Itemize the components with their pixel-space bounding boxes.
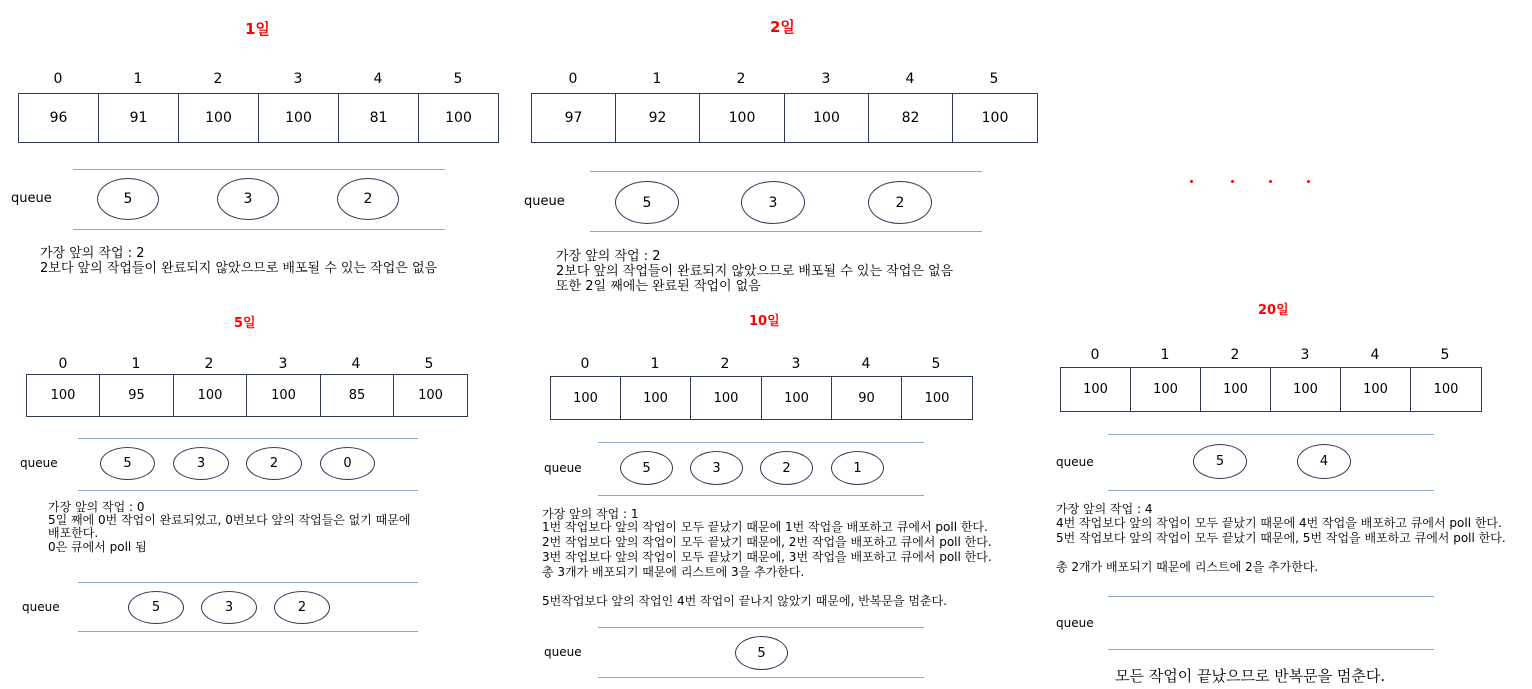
note-line: 배포한다. (48, 526, 99, 540)
queue-label: queue (1056, 455, 1094, 469)
array-cell: 100 (1340, 367, 1411, 412)
array-cell: 90 (831, 376, 902, 420)
ellipsis-dot (1190, 180, 1193, 183)
array-cell: 100 (178, 93, 259, 143)
array-cell: 85 (320, 374, 394, 417)
array-index: 4 (861, 356, 871, 372)
array-index: 2 (1230, 347, 1240, 363)
queue-node: 2 (246, 447, 302, 480)
array-index: 2 (213, 71, 223, 87)
queue-top-line (590, 171, 982, 172)
queue-bottom-line (590, 231, 982, 232)
array-index: 5 (424, 356, 434, 372)
array-index: 2 (720, 356, 730, 372)
note-line: 가장 앞의 작업 : 2 (40, 246, 145, 261)
queue-bottom-line (78, 490, 418, 491)
array-cell: 100 (620, 376, 691, 420)
array-index: 5 (1440, 347, 1450, 363)
queue-top-line (1108, 596, 1434, 597)
array-index: 1 (652, 71, 662, 87)
array-cell: 100 (1410, 367, 1482, 412)
queue-bottom-line (73, 229, 445, 230)
queue-top-line (78, 582, 418, 583)
array-cell: 100 (1200, 367, 1271, 412)
array-index: 5 (453, 71, 463, 87)
note-line: 5번작업보다 앞의 작업인 4번 작업이 끝나지 않았기 때문에, 반복문을 멈춘다. (542, 594, 947, 608)
queue-top-line (598, 627, 924, 628)
array-cell: 81 (338, 93, 419, 143)
ellipsis-dot (1269, 180, 1272, 183)
note-line: 4번 작업보다 앞의 작업이 모두 끝났기 때문에 4번 작업을 배포하고 큐에서 poll 한다. (1056, 516, 1502, 530)
note-line: 총 3개가 배포되기 때문에 리스트에 3을 추가한다. (542, 565, 805, 579)
queue-node: 3 (201, 591, 257, 624)
array-index: 1 (650, 356, 660, 372)
array-cell: 100 (1060, 367, 1131, 412)
array-cell: 100 (952, 93, 1038, 143)
array-cell: 100 (258, 93, 339, 143)
queue-bottom-line (78, 631, 418, 632)
array-cell: 100 (418, 93, 499, 143)
array-cell: 100 (26, 374, 100, 417)
queue-top-line (1108, 434, 1434, 435)
queue-label: queue (11, 191, 52, 206)
array-index: 4 (905, 71, 915, 87)
final-message: 모든 작업이 끝났으므로 반복문을 멈춘다. (1115, 667, 1386, 685)
queue-label: queue (544, 645, 582, 659)
array-index: 5 (989, 71, 999, 87)
array-index: 1 (1160, 347, 1170, 363)
panel-title: 5일 (234, 316, 256, 331)
queue-node: 5 (100, 447, 155, 480)
array-index: 4 (351, 356, 361, 372)
note-line: 또한 2일 째에는 완료된 작업이 없음 (556, 279, 761, 294)
queue-bottom-line (598, 495, 924, 496)
array-index: 0 (58, 356, 68, 372)
note-line: 1번 작업보다 앞의 작업이 모두 끝났기 때문에 1번 작업을 배포하고 큐에서 poll 한다. (542, 520, 988, 534)
array-cell: 100 (761, 376, 832, 420)
panel-title: 1일 (245, 20, 270, 38)
note-line: 5번 작업보다 앞의 작업이 모두 끝났기 때문에, 5번 작업을 배포하고 큐에서 poll 한다. (1056, 531, 1506, 545)
array-cell: 100 (690, 376, 762, 420)
queue-label: queue (544, 461, 582, 475)
array-index: 0 (568, 71, 578, 87)
array-index: 1 (131, 356, 141, 372)
queue-bottom-line (1108, 490, 1434, 491)
array-cell: 100 (699, 93, 785, 143)
ellipsis-dot (1231, 180, 1234, 183)
array-cell: 95 (99, 374, 174, 417)
queue-node: 5 (128, 591, 184, 624)
array-cell: 100 (393, 374, 468, 417)
array-index: 0 (1090, 347, 1100, 363)
array-cell: 92 (615, 93, 700, 143)
array-index: 0 (53, 71, 63, 87)
queue-top-line (73, 169, 445, 170)
queue-node: 2 (337, 178, 399, 220)
queue-node: 1 (831, 451, 884, 485)
array-cell: 100 (173, 374, 247, 417)
queue-node: 3 (217, 178, 279, 220)
queue-label: queue (1056, 616, 1094, 630)
queue-node: 3 (741, 181, 805, 224)
array-cell: 82 (868, 93, 953, 143)
note-line: 가장 앞의 작업 : 2 (556, 249, 661, 264)
note-line: 2보다 앞의 작업들이 완료되지 않았으므로 배포될 수 있는 작업은 없음 (556, 264, 954, 279)
note-line: 총 2개가 배포되기 때문에 리스트에 2을 추가한다. (1056, 560, 1319, 574)
array-index: 2 (204, 356, 214, 372)
array-cell: 97 (531, 93, 616, 143)
queue-label: queue (22, 600, 60, 614)
panel-title: 10일 (749, 314, 780, 329)
array-index: 4 (373, 71, 383, 87)
note-line: 5일 째에 0번 작업이 완료되었고, 0번보다 앞의 작업들은 없기 때문에 (48, 513, 411, 527)
note-line: 가장 앞의 작업 : 4 (1056, 502, 1153, 516)
note-line: 0은 큐에서 poll 됨 (48, 540, 147, 554)
array-index: 0 (580, 356, 590, 372)
queue-node: 5 (97, 178, 159, 220)
array-index: 4 (1370, 347, 1380, 363)
queue-label: queue (524, 194, 565, 209)
ellipsis-dot (1307, 180, 1310, 183)
queue-node: 2 (274, 591, 330, 624)
array-index: 1 (133, 71, 143, 87)
array-index: 5 (931, 356, 941, 372)
queue-node: 5 (735, 636, 788, 670)
array-index: 3 (293, 71, 303, 87)
array-index: 3 (1300, 347, 1310, 363)
array-cell: 100 (246, 374, 321, 417)
queue-node: 5 (620, 451, 673, 485)
panel-title: 20일 (1258, 303, 1289, 318)
note-line: 3번 작업보다 앞의 작업이 모두 끝났기 때문에, 3번 작업을 배포하고 큐에서 poll 한다. (542, 550, 992, 564)
queue-node: 3 (173, 447, 229, 480)
queue-node: 5 (615, 181, 679, 224)
queue-node: 2 (868, 181, 932, 224)
array-cell: 96 (18, 93, 99, 143)
array-cell: 100 (550, 376, 621, 420)
array-cell: 100 (901, 376, 973, 420)
queue-node: 5 (1193, 444, 1247, 479)
array-cell: 100 (1130, 367, 1201, 412)
queue-bottom-line (1108, 649, 1434, 650)
panel-title: 2일 (770, 18, 795, 36)
queue-top-line (598, 442, 924, 443)
array-cell: 100 (784, 93, 869, 143)
note-line: 가장 앞의 작업 : 0 (48, 500, 145, 514)
queue-bottom-line (598, 677, 924, 678)
array-index: 3 (791, 356, 801, 372)
queue-node: 3 (690, 451, 743, 485)
queue-node: 4 (1297, 444, 1351, 479)
note-line: 2보다 앞의 작업들이 완료되지 않았으므로 배포될 수 있는 작업은 없음 (40, 261, 438, 276)
queue-top-line (78, 438, 418, 439)
array-cell: 100 (1270, 367, 1341, 412)
note-line: 2번 작업보다 앞의 작업이 모두 끝났기 때문에, 2번 작업을 배포하고 큐에서 poll 한다. (542, 535, 992, 549)
queue-label: queue (20, 456, 58, 470)
queue-node: 0 (320, 447, 375, 480)
queue-node: 2 (760, 451, 813, 485)
note-line: 가장 앞의 작업 : 1 (542, 507, 639, 521)
array-cell: 91 (98, 93, 179, 143)
array-index: 3 (821, 71, 831, 87)
array-index: 3 (278, 356, 288, 372)
array-index: 2 (736, 71, 746, 87)
